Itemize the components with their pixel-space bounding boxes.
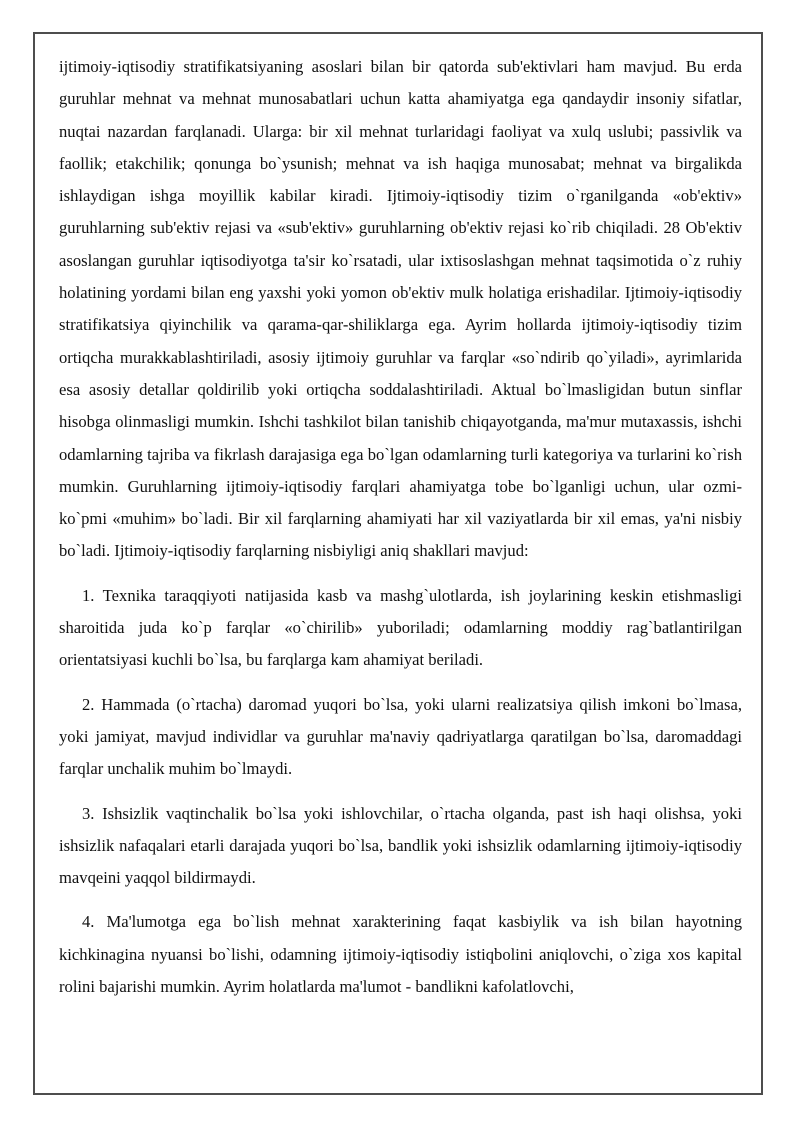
list-item: 2. Hammada (o`rtacha) daromad yuqori bo`lsa, yoki ularni realizatsiya qilish imkoni bo`lmasa, yoki jamiyat, mavjud individlar va guruhlar ma'naviy qadriyatlarga qaratilgan bo`lsa, daromaddagi farqlar unchalik muhim bo`lmaydi. <box>59 694 742 779</box>
body-paragraph: ijtimoiy-iqtisodiy stratifikatsiyaning asoslari bilan bir qatorda sub'ektivlari ham mavjud. Bu erda guruhlar mehnat va mehnat munosabatlari uchun katta ahamiyatga ega qandaydir insoniy sifatlar, nuqtai nazardan farqlanadi. Ularga: bir xil mehnat turlaridagi faoliyat va xulq uslubi; passivlik va faollik; etakchilik; qonunga bo`ysunish; mehnat va ish haqiga munosabat; mehnat va birgalikda ishlaydigan ishga moyillik kabilar kiradi. Ijtimoiy-iqtisodiy tizim o`rganilganda «ob'ektiv» guruhlarning sub'ektiv rejasi va «sub'ektiv» guruhlarning ob'ektiv rejasi ko`rib chiqiladi. 28 Ob'ektiv asoslangan guruhlar iqtisodiyotga ta'sir ko`rsatadi, ular ixtisoslashgan mehnat taqsimotida o`z ruhiy holatining yordami bilan eng yaxshi yoki yomon ob'ektiv mulk holatiga erishadilar. Ijtimoiy-iqtisodiy stratifikatsiya qiyinchilik va qarama-qar-shiliklarga ega. Ayrim hollarda ijtimoiy-iqtisodiy tizim ortiqcha murakkablashtiriladi, asosiy ijtimoiy guruhlar va farqlar «so`ndirib qo`yiladi», ayrimlarida esa asosiy detallar qoldirilib yoki ortiqcha soddalashtiriladi. Aktual bo`lmasligidan butun sinflar hisobga olinmasligi mumkin. Ishchi tashkilot bilan tanishib chiqayotganda, ma'mur mutaxassis, ishchi odamlarning tajriba va fikrlash darajasiga ega bo`lgan odamlarning turli kategoriya va turlarini ko`rish mumkin. Guruhlarning ijtimoiy-iqtisodiy farqlari ahamiyatga tobe bo`lganligi uchun, ular ozmi-ko`pmi «muhim» bo`ladi. Bir xil farqlarning ahamiyati har xil vaziyatlarda bir xil emas, ya'ni nisbiy bo`ladi. Ijtimoiy-iqtisodiy farqlarning nisbiyligi aniq shakllari mavjud: <box>59 57 742 561</box>
list-item: 1. Texnika taraqqiyoti natijasida kasb va mashg`ulotlarda, ish joylarining keskin etishmasligi sharoitida juda ko`p farqlar «o`chirilib» yuboriladi; odamlarning moddiy rag`batlantirilgan orientatsiyasi kuchli bo`lsa, bu farqlarga kam ahamiyat beriladi. <box>59 585 742 670</box>
page-frame <box>33 32 763 1095</box>
list-item: 3. Ishsizlik vaqtinchalik bo`lsa yoki ishlovchilar, o`rtacha olganda, past ish haqi olishsa, yoki ishsizlik nafaqalari etarli darajada yuqori bo`lsa, bandlik yoki ishsizlik odamlarning ijtimoiy-iqtisodiy mavqeini yaqqol bildirmaydi. <box>59 803 742 888</box>
document-body <box>59 51 742 1003</box>
list-item: 4. Ma'lumotga ega bo`lish mehnat xarakterining faqat kasbiylik va ish bilan hayotning kichkinagina nyuansi bo`lishi, odamning ijtimoiy-iqtisodiy istiqbolini aniqlovchi, o`ziga xos kapital rolini bajarishi mumkin. Ayrim holatlarda ma'lumot - bandlikni kafolatlovchi, <box>59 912 742 997</box>
